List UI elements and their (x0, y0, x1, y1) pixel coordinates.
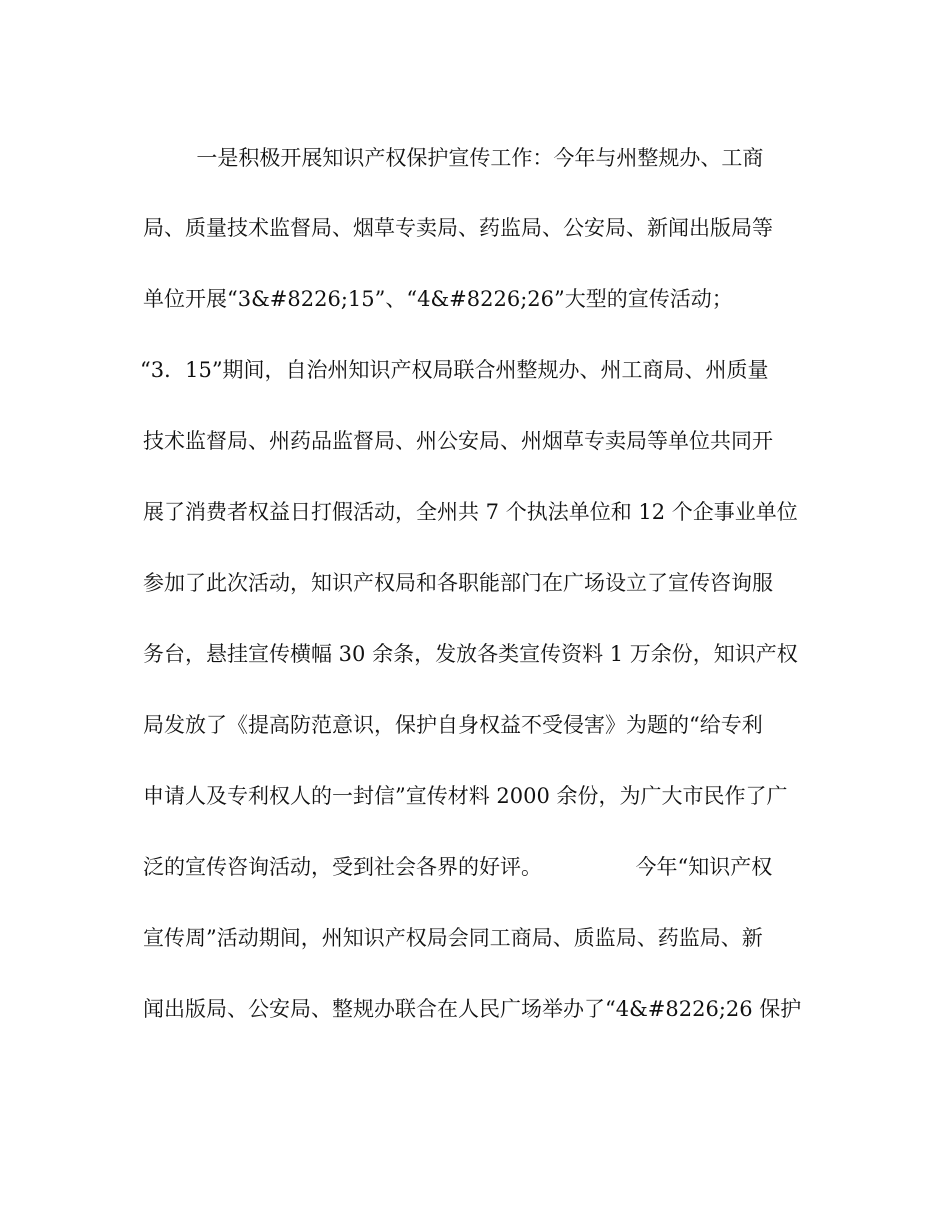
paragraph-line-4: “3．15”期间，自治州知识产权局联合州整规办、州工商局、州质量 (140, 358, 769, 382)
paragraph-line-11: 泛的宣传咨询活动，受到社会各界的好评。 今年“知识产权 (143, 855, 773, 879)
paragraph-line-2: 局、质量技术监督局、烟草专卖局、药监局、公安局、新闻出版局等 (143, 216, 773, 240)
paragraph-line-12: 宣传周”活动期间，州知识产权局会同工商局、质监局、药监局、新 (143, 926, 763, 950)
paragraph-line-8: 务台，悬挂宣传横幅 30 余条，发放各类宣传资料 1 万余份，知识产权 (143, 642, 798, 666)
paragraph-line-6: 展了消费者权益日打假活动，全州共 7 个执法单位和 12 个企事业单位 (143, 500, 798, 524)
paragraph-line-7: 参加了此次活动，知识产权局和各职能部门在广场设立了宣传咨询服 (143, 571, 773, 595)
paragraph-line-1: 一是积极开展知识产权保护宣传工作：今年与州整规办、工商 (143, 146, 764, 170)
paragraph-line-5: 技术监督局、州药品监督局、州公安局、州烟草专卖局等单位共同开 (143, 429, 773, 453)
paragraph-line-9: 局发放了《提高防范意识，保护自身权益不受侵害》为题的“给专利 (143, 713, 763, 737)
paragraph-line-10: 申请人及专利权人的一封信”宣传材料 2000 余份，为广大市民作了广 (143, 784, 788, 808)
paragraph-line-13: 闻出版局、公安局、整规办联合在人民广场举办了“4&#8226;26 保护 (143, 997, 802, 1021)
paragraph-line-3: 单位开展“3&#8226;15”、“4&#8226;26”大型的宣传活动； (143, 287, 733, 311)
